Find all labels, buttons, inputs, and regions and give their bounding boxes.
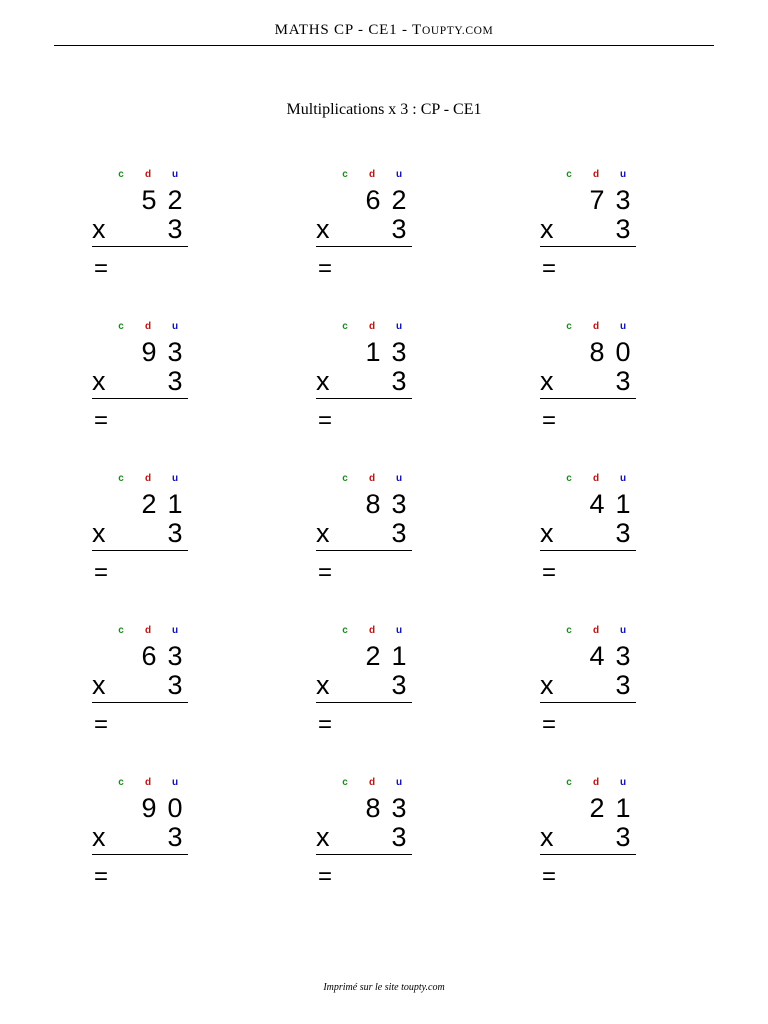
column-label-d: d — [368, 473, 376, 484]
multiply-sign: x — [316, 670, 330, 700]
multiplication-problem — [92, 169, 202, 299]
units-digit: 0 — [167, 793, 183, 823]
multiplier-digit: 3 — [391, 670, 407, 700]
column-label-d: d — [592, 625, 600, 636]
multiplication-problem — [540, 321, 650, 451]
units-digit: 3 — [391, 793, 407, 823]
multiply-sign: x — [316, 518, 330, 548]
units-digit: 2 — [391, 185, 407, 215]
units-digit: 1 — [615, 489, 631, 519]
answer-line — [316, 550, 412, 551]
worksheet-title: Multiplications x 3 : CP - CE1 — [286, 101, 482, 118]
tens-digit: 8 — [365, 793, 381, 823]
multiplier-digit: 3 — [615, 214, 631, 244]
multiply-sign: x — [92, 366, 106, 396]
column-label-u: u — [395, 321, 403, 332]
multiplier-digit: 3 — [167, 366, 183, 396]
column-label-u: u — [171, 169, 179, 180]
multiply-sign: x — [92, 518, 106, 548]
column-label-c: c — [342, 169, 348, 180]
tens-digit: 4 — [589, 641, 605, 671]
units-digit: 2 — [167, 185, 183, 215]
column-label-c: c — [566, 625, 572, 636]
column-label-d: d — [144, 625, 152, 636]
column-label-d: d — [368, 169, 376, 180]
answer-line — [540, 550, 636, 551]
column-label-c: c — [566, 169, 572, 180]
column-label-c: c — [566, 321, 572, 332]
column-label-d: d — [368, 321, 376, 332]
column-label-u: u — [619, 321, 627, 332]
multiplication-problem — [316, 473, 426, 603]
column-label-d: d — [592, 169, 600, 180]
equals-sign: = — [318, 255, 333, 282]
multiply-sign: x — [540, 670, 554, 700]
multiply-sign: x — [540, 518, 554, 548]
answer-line — [540, 854, 636, 855]
answer-line — [540, 398, 636, 399]
column-label-c: c — [342, 321, 348, 332]
column-label-c: c — [566, 777, 572, 788]
multiplication-problem — [540, 777, 650, 907]
multiplier-digit: 3 — [167, 822, 183, 852]
equals-sign: = — [94, 407, 109, 434]
page-header — [0, 22, 768, 39]
column-label-d: d — [144, 473, 152, 484]
tens-digit: 5 — [141, 185, 157, 215]
equals-sign: = — [542, 711, 557, 738]
answer-line — [92, 550, 188, 551]
multiplication-problem — [316, 169, 426, 299]
column-label-c: c — [118, 169, 124, 180]
multiplier-digit: 3 — [391, 518, 407, 548]
tens-digit: 2 — [589, 793, 605, 823]
header-text-main: MATHS CP - CE1 - T — [274, 22, 422, 38]
column-label-d: d — [144, 777, 152, 788]
units-digit: 3 — [391, 337, 407, 367]
multiply-sign: x — [540, 214, 554, 244]
units-digit: 1 — [391, 641, 407, 671]
column-label-u: u — [171, 321, 179, 332]
column-label-d: d — [592, 777, 600, 788]
multiplier-digit: 3 — [391, 214, 407, 244]
multiplication-problem — [316, 625, 426, 755]
multiplier-digit: 3 — [167, 518, 183, 548]
answer-line — [540, 702, 636, 703]
multiplier-digit: 3 — [615, 518, 631, 548]
multiplication-problem — [540, 169, 650, 299]
column-label-d: d — [592, 321, 600, 332]
column-label-u: u — [395, 777, 403, 788]
column-label-c: c — [342, 625, 348, 636]
multiplier-digit: 3 — [391, 822, 407, 852]
column-label-u: u — [619, 625, 627, 636]
equals-sign: = — [542, 255, 557, 282]
equals-sign: = — [318, 863, 333, 890]
column-label-d: d — [144, 321, 152, 332]
equals-sign: = — [318, 407, 333, 434]
column-label-u: u — [619, 777, 627, 788]
equals-sign: = — [542, 863, 557, 890]
units-digit: 1 — [615, 793, 631, 823]
equals-sign: = — [94, 711, 109, 738]
multiplier-digit: 3 — [391, 366, 407, 396]
column-label-c: c — [342, 777, 348, 788]
equals-sign: = — [542, 559, 557, 586]
multiplication-problem — [92, 321, 202, 451]
column-label-u: u — [619, 473, 627, 484]
header-divider — [54, 45, 714, 46]
column-label-u: u — [619, 169, 627, 180]
units-digit: 3 — [391, 489, 407, 519]
answer-line — [316, 398, 412, 399]
equals-sign: = — [318, 711, 333, 738]
units-digit: 0 — [615, 337, 631, 367]
page-footer: Imprimé sur le site toupty.com — [323, 982, 445, 993]
answer-line — [92, 702, 188, 703]
units-digit: 3 — [615, 641, 631, 671]
multiply-sign: x — [92, 670, 106, 700]
answer-line — [316, 854, 412, 855]
tens-digit: 2 — [365, 641, 381, 671]
column-label-d: d — [368, 777, 376, 788]
multiplication-problem — [92, 777, 202, 907]
column-label-u: u — [395, 169, 403, 180]
units-digit: 3 — [167, 641, 183, 671]
header-text-domain: .COM — [461, 25, 494, 37]
equals-sign: = — [94, 863, 109, 890]
column-label-u: u — [171, 625, 179, 636]
multiply-sign: x — [540, 366, 554, 396]
multiplication-problem — [316, 777, 426, 907]
tens-digit: 6 — [365, 185, 381, 215]
column-label-c: c — [566, 473, 572, 484]
column-label-c: c — [118, 321, 124, 332]
tens-digit: 6 — [141, 641, 157, 671]
multiply-sign: x — [316, 366, 330, 396]
multiply-sign: x — [92, 822, 106, 852]
tens-digit: 1 — [365, 337, 381, 367]
multiplication-problem — [316, 321, 426, 451]
column-label-d: d — [368, 625, 376, 636]
answer-line — [92, 246, 188, 247]
equals-sign: = — [94, 255, 109, 282]
column-label-c: c — [342, 473, 348, 484]
multiplier-digit: 3 — [167, 670, 183, 700]
multiply-sign: x — [540, 822, 554, 852]
answer-line — [92, 398, 188, 399]
multiplier-digit: 3 — [167, 214, 183, 244]
tens-digit: 8 — [589, 337, 605, 367]
column-label-u: u — [395, 625, 403, 636]
multiplication-problem — [540, 473, 650, 603]
units-digit: 1 — [167, 489, 183, 519]
column-label-u: u — [395, 473, 403, 484]
tens-digit: 4 — [589, 489, 605, 519]
equals-sign: = — [94, 559, 109, 586]
multiplier-digit: 3 — [615, 670, 631, 700]
column-label-c: c — [118, 625, 124, 636]
equals-sign: = — [318, 559, 333, 586]
tens-digit: 7 — [589, 185, 605, 215]
column-label-d: d — [592, 473, 600, 484]
equals-sign: = — [542, 407, 557, 434]
answer-line — [316, 246, 412, 247]
multiplication-problem — [92, 473, 202, 603]
tens-digit: 9 — [141, 793, 157, 823]
multiplier-digit: 3 — [615, 822, 631, 852]
column-label-u: u — [171, 473, 179, 484]
answer-line — [92, 854, 188, 855]
tens-digit: 2 — [141, 489, 157, 519]
tens-digit: 8 — [365, 489, 381, 519]
header-text-smallcaps: OUPTY — [422, 25, 462, 37]
multiply-sign: x — [316, 822, 330, 852]
units-digit: 3 — [167, 337, 183, 367]
column-label-c: c — [118, 777, 124, 788]
tens-digit: 9 — [141, 337, 157, 367]
multiplier-digit: 3 — [615, 366, 631, 396]
multiply-sign: x — [92, 214, 106, 244]
multiplication-problem — [92, 625, 202, 755]
column-label-c: c — [118, 473, 124, 484]
answer-line — [316, 702, 412, 703]
column-label-d: d — [144, 169, 152, 180]
column-label-u: u — [171, 777, 179, 788]
answer-line — [540, 246, 636, 247]
multiplication-problem — [540, 625, 650, 755]
units-digit: 3 — [615, 185, 631, 215]
multiply-sign: x — [316, 214, 330, 244]
